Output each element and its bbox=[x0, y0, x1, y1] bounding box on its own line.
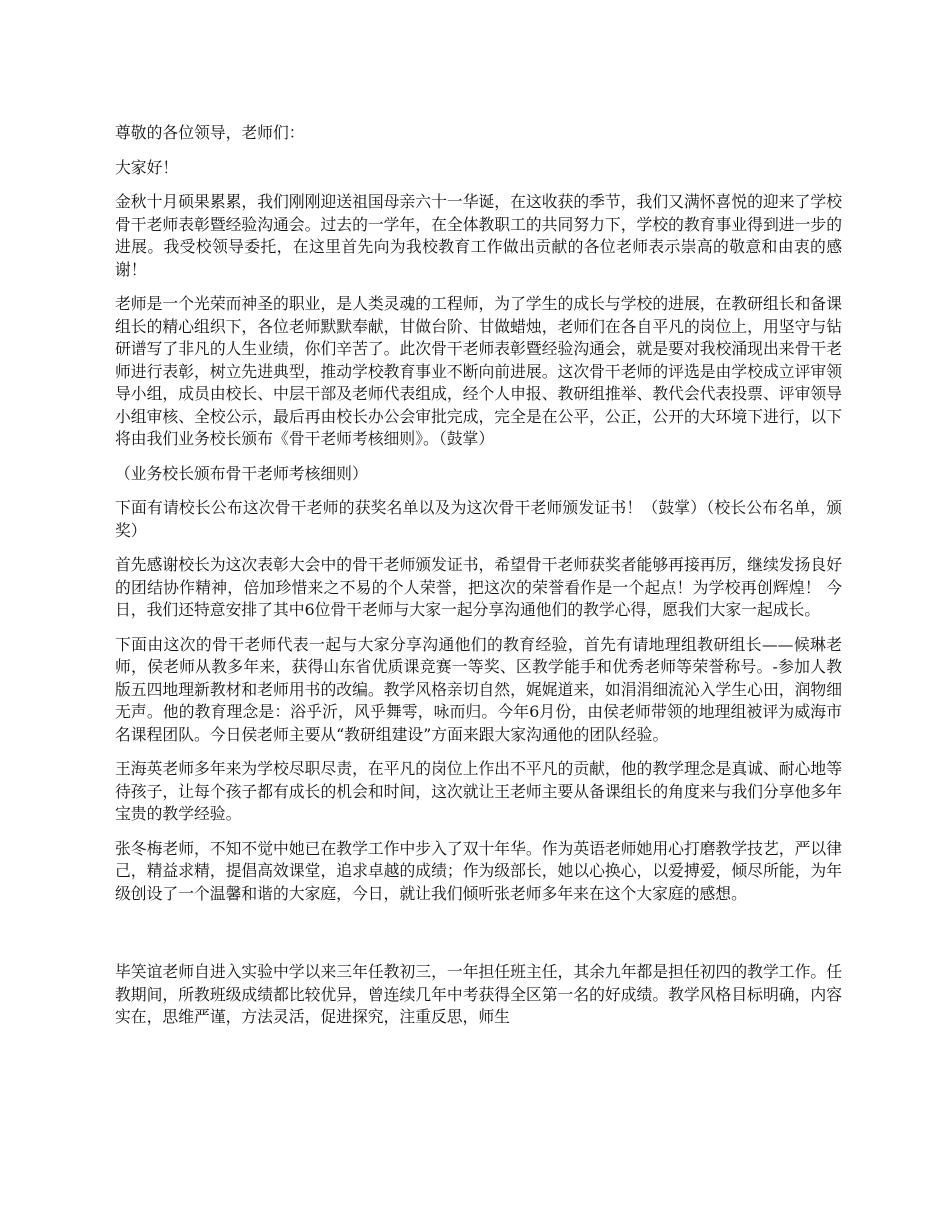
paragraph-stage-direction: （业务校长颁布骨干老师考核细则） bbox=[115, 463, 368, 483]
paragraph-hou-lin: 下面由这次的骨干老师代表一起与大家分享沟通他们的教育经验，首先有请地理组教研组长——候琳老师，侯老师从教多年来，获得山东省优质课竞赛一等奖、区教学能手和优秀老师等荣誉称号。-参加人教版五四地理新教材和老师用书的改编。教学风格亲切自然，娓娓道来，如涓涓细流沁入学生心田，润物细无声。他的教育理念是：浴乎沂，风乎舞雩，咏而归。今年6月份，由侯老师带领的地理组被评为威海市名课程团队。今日侯老师主要从“教研组建设”方面来跟大家沟通他的团队经验。 bbox=[115, 634, 842, 744]
greeting: 大家好！ bbox=[115, 157, 179, 177]
paragraph-teacher-profession: 老师是一个光荣而神圣的职业，是人类灵魂的工程师，为了学生的成长与学校的进展，在教研组长和备课组长的精心组织下，各位老师默默奉献，甘做台阶、甘做蜡烛，老师们在各自平凡的岗位上，用坚守与钻研谱写了非凡的人生业绩，你们辛苦了。此次骨干老师表彰暨经验沟通会，就是要对我校涌现出来骨干老师进行表彰，树立先进典型，推动学校教育事业不断向前进展。这次骨干老师的评选是由学校成立评审领导小组，成员由校长、中层干部及老师代表组成，经个人申报、教研组推举、教代会代表投票、评审领导小组审核、全校公示，最后再由校长办公会审批完成，完全是在公平，公正，公开的大环境下进行，以下将由我们业务校长颁布《骨干老师考核细则》。（鼓掌） bbox=[115, 294, 842, 448]
paragraph-opening: 金秋十月硕果累累，我们刚刚迎送祖国母亲六十一华诞，在这收获的季节，我们又满怀喜悦的迎来了学校骨干老师表彰暨经验沟通会。过去的一学年，在全体教职工的共同努力下，学校的教育事业得到进一步的进展。我受校领导委托，在这里首先向为我校教育工作做出贡献的各位老师表示崇高的敬意和由衷的感谢！ bbox=[115, 192, 842, 279]
paragraph-award-announcement: 下面有请校长公布这次骨干老师的获奖名单以及为这次骨干老师颁发证书！（鼓掌）（校长公布名单，颁奖） bbox=[115, 498, 842, 540]
salutation: 尊敬的各位领导，老师们： bbox=[115, 123, 305, 142]
paragraph-wang-haiying: 王海英老师多年来为学校尽职尽责，在平凡的岗位上作出不平凡的贡献，他的教学理念是真诚、耐心地等待孩子，让每个孩子都有成长的机会和时间，这次就让王老师主要从备课组长的角度来与我们分享他多年宝贵的教学经验。 bbox=[115, 759, 842, 823]
document-page bbox=[115, 122, 842, 1041]
paragraph-thanks: 首先感谢校长为这次表彰大会中的骨干老师颁发证书，希望骨干老师获奖者能够再接再厉，继续发扬良好的团结协作精神，倍加珍惜来之不易的个人荣誉，把这次的荣誉看作是一个起点！为学校再创辉煌！ 今日，我们还特意安排了其中6位骨干老师与大家一起分享沟通他们的教学心得，愿我们大家一起成长。 bbox=[115, 555, 842, 619]
paragraph-bi-xiaoyi: 毕笑谊老师自进入实验中学以来三年任教初三，一年担任班主任，其余九年都是担任初四的教学工作。任教期间，所教班级成绩都比较优异，曾连续几年中考获得全区第一名的好成绩。教学风格目标明确，内容实在，思维严谨，方法灵活，促进探究，注重反思，师生 bbox=[115, 962, 842, 1026]
paragraph-zhang-dongmei: 张冬梅老师，不知不觉中她已在教学工作中步入了双十年华。作为英语老师她用心打磨教学技艺，严以律己，精益求精，提倡高效课堂，追求卓越的成绩；作为级部长，她以心换心，以爱搏爱，倾尽所能，为年级创设了一个温馨和谐的大家庭，今日，就让我们倾听张老师多年来在这个大家庭的感想。 bbox=[115, 838, 842, 903]
